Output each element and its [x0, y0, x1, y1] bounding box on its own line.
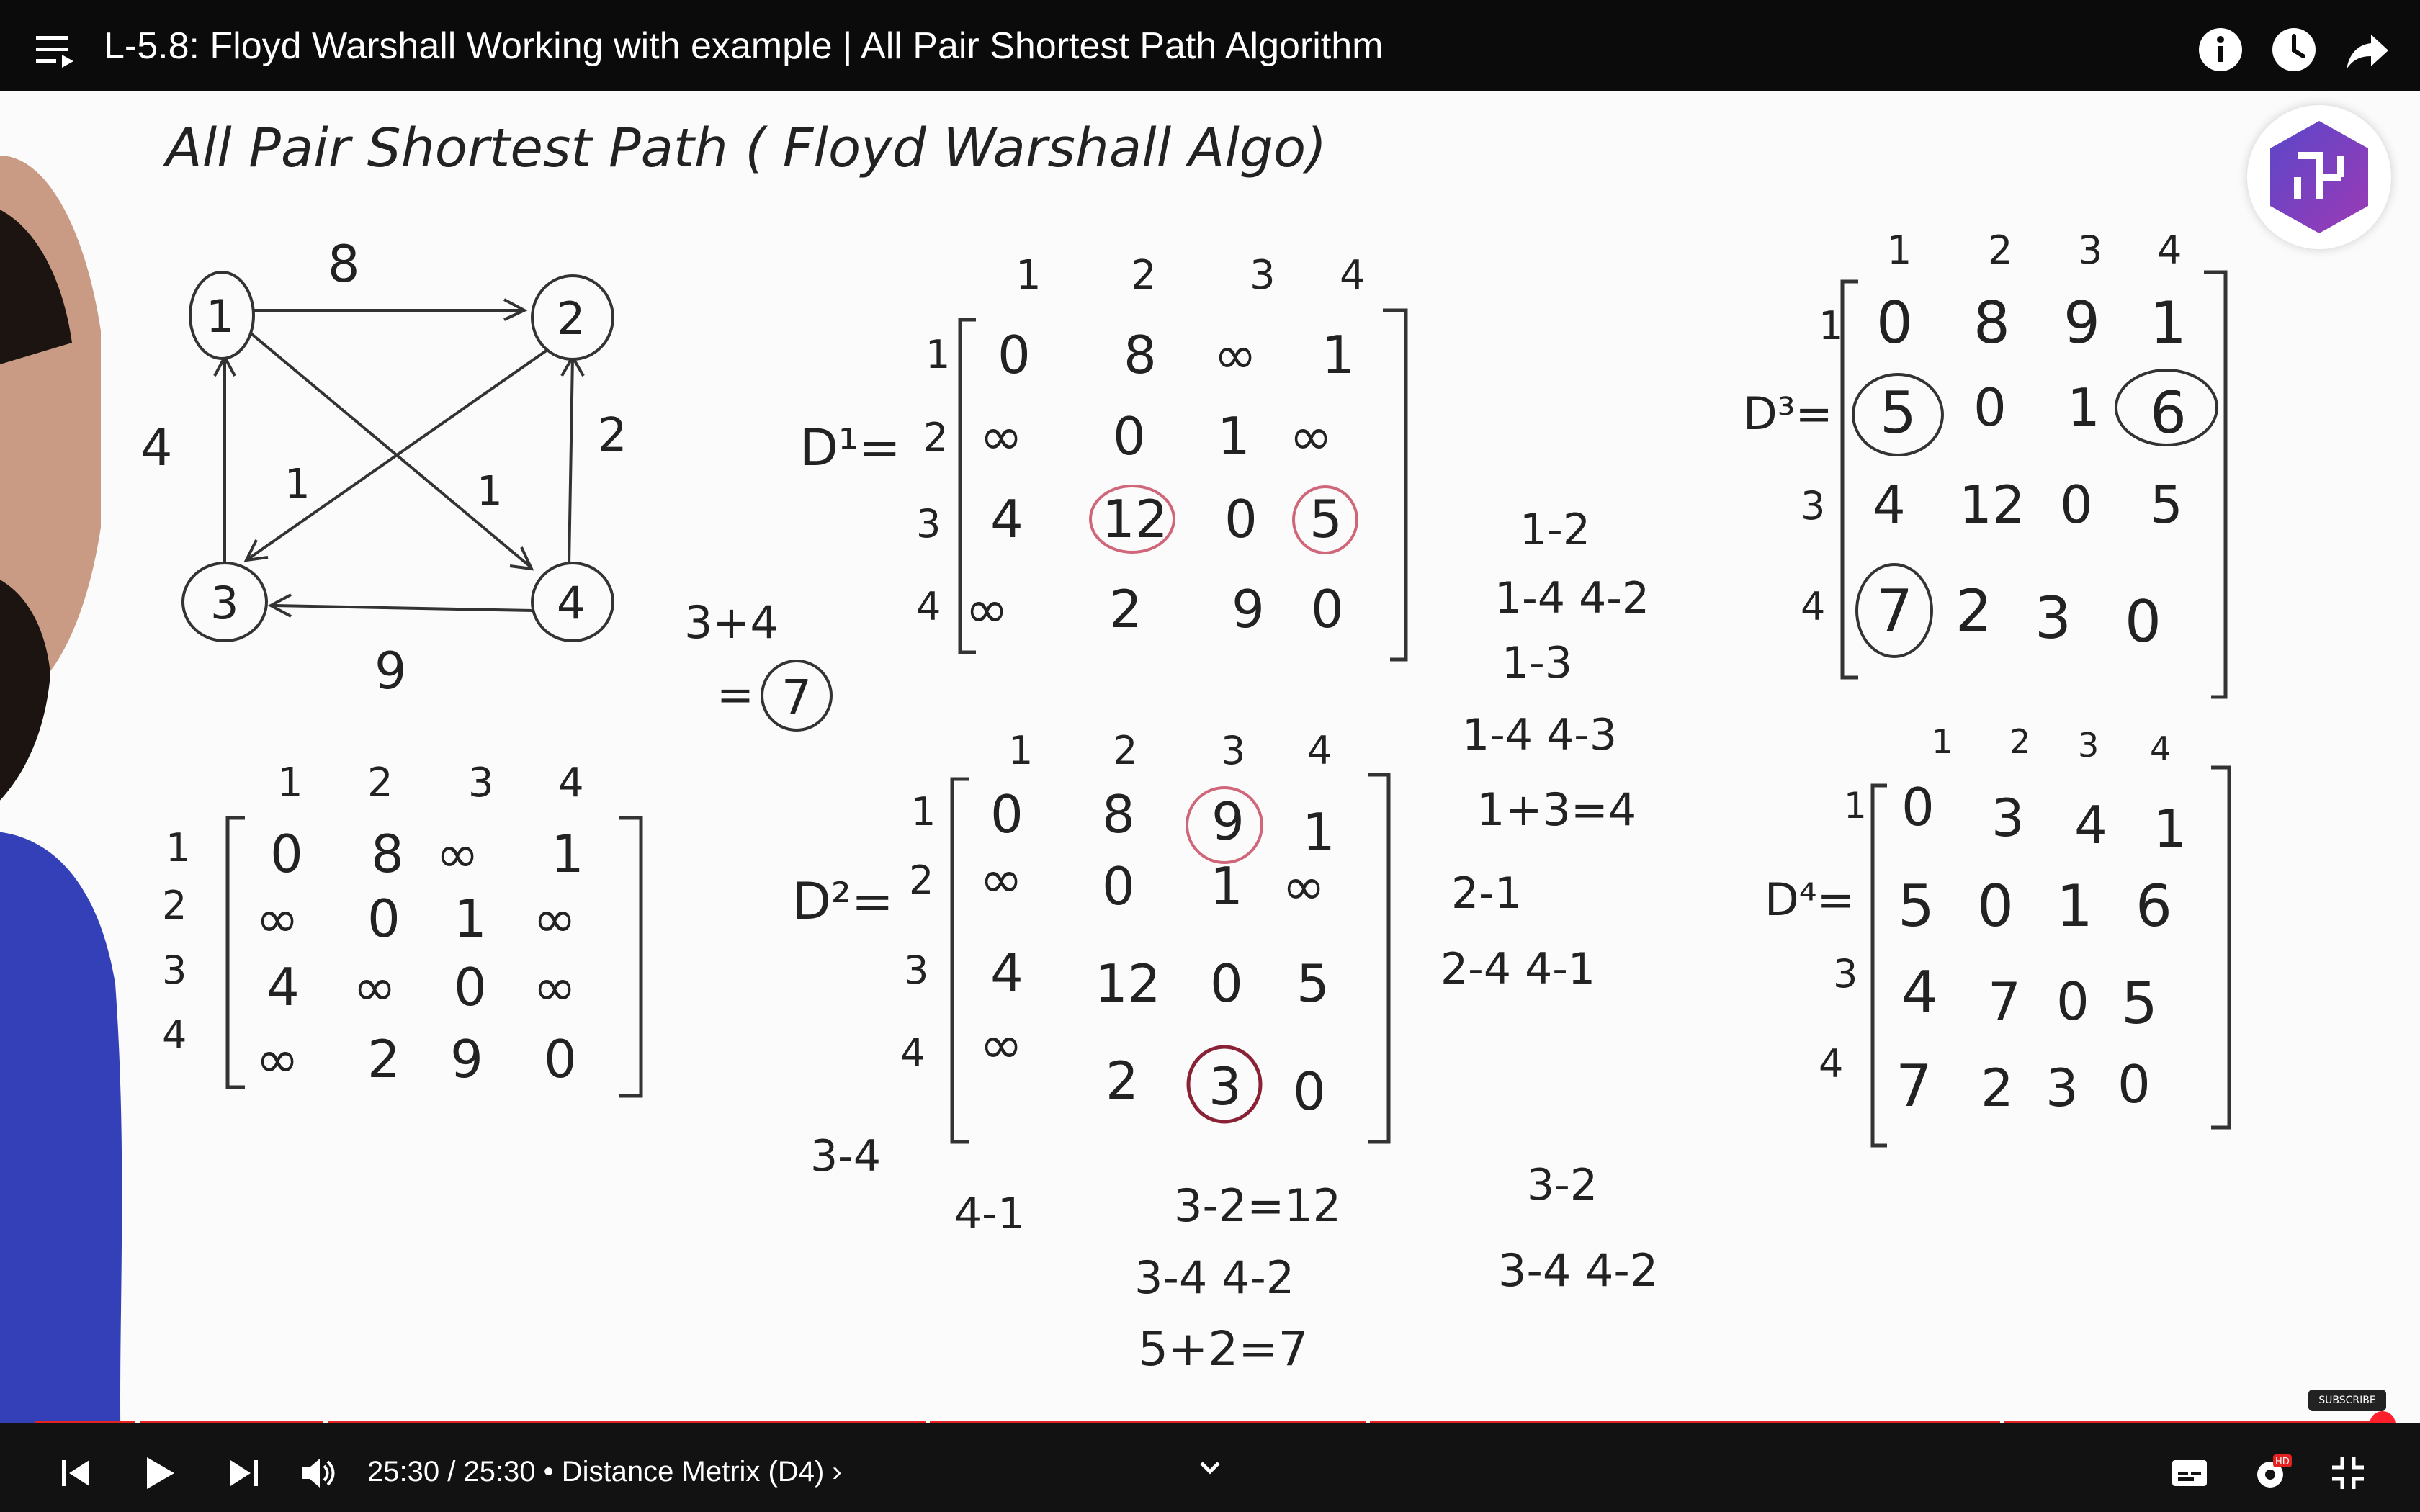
svg-text:2: 2 — [162, 883, 187, 928]
video-frame[interactable] — [0, 91, 2420, 1423]
board-heading: All Pair Shortest Path ( Floyd Warshall Algo) — [166, 117, 1327, 179]
svg-text:3: 3 — [1209, 1056, 1242, 1117]
svg-text:1: 1 — [1932, 722, 1953, 761]
edge-label: 2 — [598, 409, 627, 462]
svg-text:9: 9 — [450, 1029, 483, 1089]
svg-text:3: 3 — [162, 948, 187, 993]
svg-text:2: 2 — [367, 1029, 400, 1089]
svg-text:4-1: 4-1 — [954, 1189, 1025, 1239]
svg-text:1-4 4-3: 1-4 4-3 — [1462, 710, 1618, 760]
svg-text:1: 1 — [277, 760, 303, 806]
svg-text:∞: ∞ — [1282, 856, 1325, 917]
svg-text:3+4: 3+4 — [684, 596, 779, 649]
svg-text:5: 5 — [1309, 489, 1343, 549]
graph-node: 3 — [210, 577, 239, 629]
svg-text:4: 4 — [990, 942, 1023, 1003]
svg-text:0: 0 — [2125, 588, 2161, 655]
svg-text:4: 4 — [1307, 728, 1332, 773]
share-icon[interactable] — [2344, 26, 2391, 73]
svg-text:2: 2 — [1113, 728, 1138, 773]
graph-node: 1 — [206, 290, 235, 343]
svg-text:5+2=7: 5+2=7 — [1138, 1321, 1309, 1377]
clock-icon[interactable] — [2270, 26, 2318, 73]
svg-text:=: = — [717, 668, 754, 721]
svg-text:1: 1 — [1844, 785, 1867, 827]
svg-text:0: 0 — [454, 957, 487, 1017]
svg-text:3: 3 — [916, 501, 941, 546]
svg-text:1: 1 — [454, 888, 487, 949]
svg-text:1: 1 — [166, 825, 191, 870]
info-icon[interactable] — [2197, 26, 2244, 73]
svg-text:0: 0 — [990, 784, 1023, 845]
svg-text:3-2=12: 3-2=12 — [1174, 1179, 1342, 1232]
svg-text:0: 0 — [2056, 971, 2089, 1032]
edge-label: 4 — [140, 418, 173, 477]
svg-text:4: 4 — [1901, 959, 1938, 1026]
svg-text:3: 3 — [904, 948, 929, 993]
svg-text:3: 3 — [1250, 252, 1276, 299]
svg-text:1: 1 — [2150, 289, 2187, 356]
svg-text:0: 0 — [1113, 406, 1146, 467]
matrix-d2 — [792, 728, 1389, 1142]
graph-diagram — [215, 300, 583, 616]
svg-text:1-3: 1-3 — [1502, 638, 1572, 688]
svg-text:4: 4 — [558, 760, 584, 806]
edge-label: 8 — [328, 235, 360, 294]
time-text: 25:30 / 25:30 — [367, 1456, 536, 1488]
svg-text:3-4 4-2: 3-4 4-2 — [1498, 1244, 1659, 1297]
svg-text:1: 1 — [1016, 252, 1041, 299]
svg-text:12: 12 — [1095, 953, 1161, 1014]
svg-text:∞: ∞ — [436, 824, 479, 884]
svg-text:3: 3 — [2035, 585, 2071, 652]
svg-text:3: 3 — [1801, 483, 1826, 528]
svg-text:1: 1 — [2056, 873, 2093, 940]
edge-label: 1 — [284, 461, 310, 508]
edge-label: 9 — [375, 642, 407, 701]
graph-node: 2 — [557, 292, 586, 345]
svg-text:3: 3 — [1991, 788, 2025, 848]
svg-text:1: 1 — [1210, 856, 1243, 917]
svg-text:∞: ∞ — [980, 849, 1023, 909]
svg-text:8: 8 — [371, 824, 404, 884]
svg-text:7: 7 — [1988, 971, 2021, 1032]
graph-node: 4 — [557, 577, 586, 629]
svg-text:3-4: 3-4 — [810, 1131, 881, 1182]
svg-text:3: 3 — [1221, 728, 1246, 773]
svg-text:4: 4 — [1340, 252, 1366, 299]
svg-text:4: 4 — [2157, 228, 2182, 273]
svg-text:6: 6 — [2150, 379, 2187, 446]
svg-text:0: 0 — [1293, 1061, 1326, 1122]
svg-text:5: 5 — [1296, 953, 1330, 1014]
svg-text:1: 1 — [926, 332, 951, 377]
subscribe-badge[interactable]: SUBSCRIBE — [2308, 1390, 2386, 1411]
matrix-d1 — [799, 252, 1406, 660]
svg-text:3: 3 — [2078, 228, 2103, 273]
svg-text:∞: ∞ — [980, 1014, 1023, 1075]
svg-text:0: 0 — [1901, 777, 1935, 837]
svg-text:4: 4 — [162, 1012, 187, 1058]
svg-text:∞: ∞ — [965, 579, 1008, 639]
chapter-title[interactable]: • Distance Metrix (D4) › — [543, 1456, 842, 1488]
svg-text:9: 9 — [1232, 579, 1265, 639]
svg-text:0: 0 — [1876, 289, 1913, 356]
svg-text:1: 1 — [551, 824, 584, 884]
svg-text:0: 0 — [2118, 1054, 2151, 1115]
svg-text:0: 0 — [1311, 579, 1344, 639]
svg-text:0: 0 — [1210, 953, 1243, 1014]
svg-text:2: 2 — [923, 415, 949, 460]
volume-icon[interactable] — [298, 1453, 339, 1496]
svg-text:0: 0 — [1224, 489, 1258, 549]
video-top-bar — [0, 0, 2420, 91]
svg-text:1-4 4-2: 1-4 4-2 — [1494, 573, 1650, 624]
svg-text:2: 2 — [1955, 577, 1992, 644]
svg-text:1: 1 — [2154, 798, 2187, 859]
svg-text:2: 2 — [1988, 228, 2013, 273]
svg-text:0: 0 — [1102, 856, 1135, 917]
svg-text:∞: ∞ — [1214, 325, 1257, 385]
svg-text:5: 5 — [1880, 379, 1917, 446]
svg-text:2: 2 — [1106, 1050, 1139, 1111]
svg-text:∞: ∞ — [980, 406, 1023, 467]
svg-text:∞: ∞ — [353, 957, 396, 1017]
svg-text:12: 12 — [1102, 489, 1168, 549]
svg-text:4: 4 — [1873, 474, 1906, 535]
svg-text:1: 1 — [1819, 303, 1844, 348]
hd-badge: HD — [2275, 1457, 2290, 1467]
captions-icon[interactable] — [2169, 1453, 2210, 1496]
svg-text:8: 8 — [1102, 784, 1135, 845]
svg-text:0: 0 — [2060, 474, 2093, 535]
svg-text:1: 1 — [911, 789, 936, 834]
svg-text:7: 7 — [1876, 577, 1913, 644]
matrix-d4 — [1765, 722, 2229, 1146]
svg-text:8: 8 — [1973, 289, 2010, 356]
svg-text:9: 9 — [1211, 791, 1245, 852]
svg-text:5: 5 — [1898, 873, 1935, 940]
svg-text:3: 3 — [468, 760, 494, 806]
svg-text:D²=: D²= — [792, 872, 894, 931]
svg-text:4: 4 — [2150, 729, 2172, 768]
svg-text:3: 3 — [2078, 726, 2099, 765]
svg-text:1: 1 — [1008, 728, 1034, 773]
skip-next-icon[interactable] — [223, 1453, 264, 1496]
svg-text:7: 7 — [1896, 1053, 1932, 1120]
svg-text:5: 5 — [2150, 474, 2183, 535]
svg-text:2: 2 — [1109, 579, 1142, 639]
svg-text:1: 1 — [1887, 228, 1912, 273]
svg-text:9: 9 — [2063, 289, 2100, 356]
svg-text:4: 4 — [266, 957, 300, 1017]
svg-text:∞: ∞ — [1289, 406, 1332, 467]
skip-previous-icon[interactable] — [56, 1453, 97, 1496]
exit-fullscreen-icon[interactable] — [2328, 1453, 2368, 1496]
svg-text:0: 0 — [367, 888, 400, 949]
svg-text:2-1: 2-1 — [1451, 868, 1522, 919]
play-icon[interactable] — [140, 1453, 180, 1496]
svg-text:8: 8 — [1124, 325, 1157, 385]
svg-text:1: 1 — [1217, 406, 1250, 467]
svg-text:3-4 4-2: 3-4 4-2 — [1134, 1251, 1295, 1304]
svg-text:0: 0 — [1973, 377, 2007, 438]
matrix-d3 — [1743, 228, 2226, 697]
svg-text:4: 4 — [1819, 1041, 1844, 1086]
playlist-icon[interactable] — [36, 33, 76, 68]
svg-text:1: 1 — [1322, 325, 1355, 385]
svg-text:1+3=4: 1+3=4 — [1476, 783, 1637, 836]
svg-text:D³=: D³= — [1743, 387, 1833, 440]
svg-text:1-2: 1-2 — [1520, 505, 1590, 555]
svg-text:1: 1 — [1302, 802, 1335, 863]
svg-text:6: 6 — [2136, 873, 2172, 940]
svg-text:0: 0 — [270, 824, 303, 884]
whiteboard-content — [0, 91, 2420, 1423]
svg-text:2-4 4-1: 2-4 4-1 — [1440, 944, 1596, 994]
svg-text:0: 0 — [1977, 873, 2014, 940]
svg-text:2: 2 — [2009, 722, 2031, 761]
svg-text:12: 12 — [1959, 474, 2025, 535]
svg-text:7: 7 — [781, 670, 812, 725]
svg-text:3-2: 3-2 — [1527, 1160, 1597, 1210]
edge-label: 1 — [477, 468, 503, 515]
svg-text:4: 4 — [900, 1030, 926, 1076]
svg-text:2: 2 — [1981, 1058, 2014, 1118]
svg-text:∞: ∞ — [256, 888, 299, 949]
time-display — [367, 1456, 842, 1488]
working-notes — [684, 505, 1658, 1377]
svg-text:∞: ∞ — [533, 957, 576, 1017]
svg-text:2: 2 — [909, 858, 934, 903]
chevron-down-icon[interactable] — [1190, 1447, 1230, 1490]
svg-text:2: 2 — [1131, 252, 1157, 299]
svg-text:D¹=: D¹= — [799, 418, 901, 477]
svg-text:0: 0 — [544, 1029, 577, 1089]
svg-text:4: 4 — [916, 584, 941, 629]
svg-text:5: 5 — [2121, 970, 2158, 1037]
video-title[interactable]: L-5.8: Floyd Warshall Working with example | All Pair Shortest Path Algorithm — [104, 25, 1384, 67]
svg-text:∞: ∞ — [256, 1029, 299, 1089]
matrix-d0 — [162, 760, 641, 1096]
svg-text:4: 4 — [1801, 584, 1826, 629]
svg-text:4: 4 — [2074, 795, 2107, 855]
svg-text:D⁴=: D⁴= — [1765, 873, 1855, 926]
gear-icon[interactable] — [2251, 1453, 2292, 1496]
svg-text:2: 2 — [367, 760, 393, 806]
svg-text:3: 3 — [1833, 951, 1858, 996]
svg-text:∞: ∞ — [533, 888, 576, 949]
svg-text:1: 1 — [2067, 377, 2100, 438]
svg-text:0: 0 — [998, 325, 1031, 385]
svg-text:4: 4 — [990, 489, 1023, 549]
svg-text:3: 3 — [2045, 1058, 2079, 1118]
